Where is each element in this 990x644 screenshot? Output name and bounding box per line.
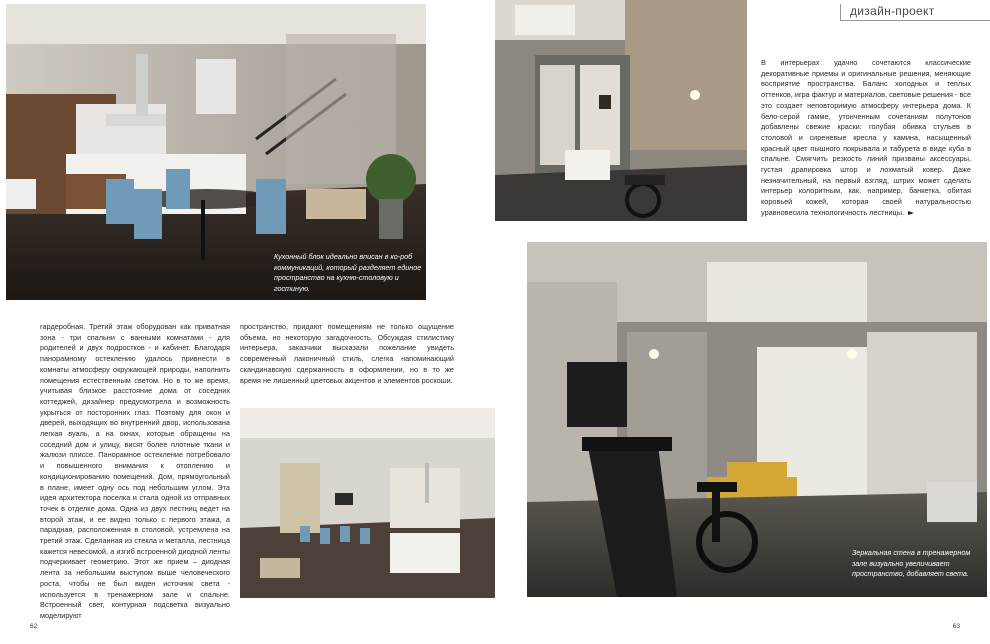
article-end-icon (908, 211, 914, 215)
left-column-2-paragraph: пространство, придают помещениям не только ощущение объема, но некоторую загадочность. Обсуждая стилистику интерьера, заказчики высказали пожелание увидеть современный лаконичный стиль, слегка напоминающий скандинавскую сдержанность в оформлении, но в то же время не лишенный цветовых акцентов и элементов роскоши. (240, 322, 454, 385)
right-text-column (761, 58, 971, 219)
living-room-photo (240, 408, 495, 598)
section-tag: дизайн-проект (850, 4, 935, 18)
section-tag-underline (840, 20, 990, 21)
gym-treadmill-image (527, 242, 987, 597)
section-tag-divider (840, 4, 841, 20)
left-text-column-2 (240, 322, 454, 386)
right-column-text: В интерьерах удачно сочетаются классические декоративные приемы и оригинальные решения, меняющие восприятие пространства. Баланс холодных и теплых оттенков, игра фактур и материалов, световые решения - все это создает неповторимую атмосферу интерьера дома. К бело-серой гамме, утонченным сочетаниям полутонов добавлены свежие краски: голубая обивка стульев в столовой и сиреневые кресла у камина, насыщенный красный цвет пышного покрывала и табурета в виде куба в спальне. Смягчить резкость линий призваны аксессуары, густая драпировка штор и лохматый ковер. Даже незначительный, на первый взгляд, штрих может сделать интерьер колоритным, как, например, банкетка, обитая коровьей кожей, которая своей натуральностью уравновесила технологичность лестницы. (761, 58, 971, 217)
right-column-paragraph (761, 58, 971, 219)
right-page-number: 63 (952, 623, 960, 630)
left-text-column-1 (40, 322, 230, 622)
right-page (495, 0, 990, 644)
gym-window-image (495, 0, 747, 221)
gym-window-photo (495, 0, 747, 221)
left-page-number: 62 (30, 623, 38, 630)
left-column-1-paragraph: гардеробная. Третий этаж оборудован как приватная зона - три спальни с ванными комнатами - для родителей и двух подростков - и кабинет. Благодаря панорамному остеклению удалось привнести в комнаты атмосферу окружающей природы, наполнить помещения естественным светом. Но в то же время, учитывая близкое расстояние дома от соседних коттеджей, дизайнер предусмотрела и возможность укрыться от посторонних глаз. Поэтому для окон и дверей, выходящих во внутренний двор, использована легкая вуаль, а на окнах, которые обращены на соседний дом и улицу, висят более плотные ткани и жалюзи плиссе. Панорамное остекление потребовало и повышенного внимания к отоплению и кондиционированию помещений. Дом, прямоугольный в плане, имеет одну ось под небольшим углом. Эта идея архитектора поселка и стала одной из отправных точек в отделке дома. Одна из двух лестниц ведет на второй этаж, и ее видно только с первого этажа, а парадная, расположенная в столовой, устремлена на третий этаж. Сделанная из стекла и металла, лестница кажется невесомой, а изгиб встроенной диодной ленты подчеркивает геометрию. Этот же прием – диодная лента за небольшим выступом выше человеческого роста, чтобы не был виден источник света - используется в тренажерном зале и спальне. Встроенный свет, контурная подсветка визуально моделируют (40, 322, 230, 620)
living-room-image (240, 408, 495, 598)
kitchen-photo-caption: Кухонный блок идеально вписан в ко-роб коммуникаций, который разделяет единое пространство на кухню-столовую и гостиную. (274, 252, 422, 293)
gym-photo-caption: Зеркальная стена в тренажерном зале визуально увеличивает пространство, добавляет света. (852, 548, 971, 578)
gym-treadmill-photo (527, 242, 987, 597)
